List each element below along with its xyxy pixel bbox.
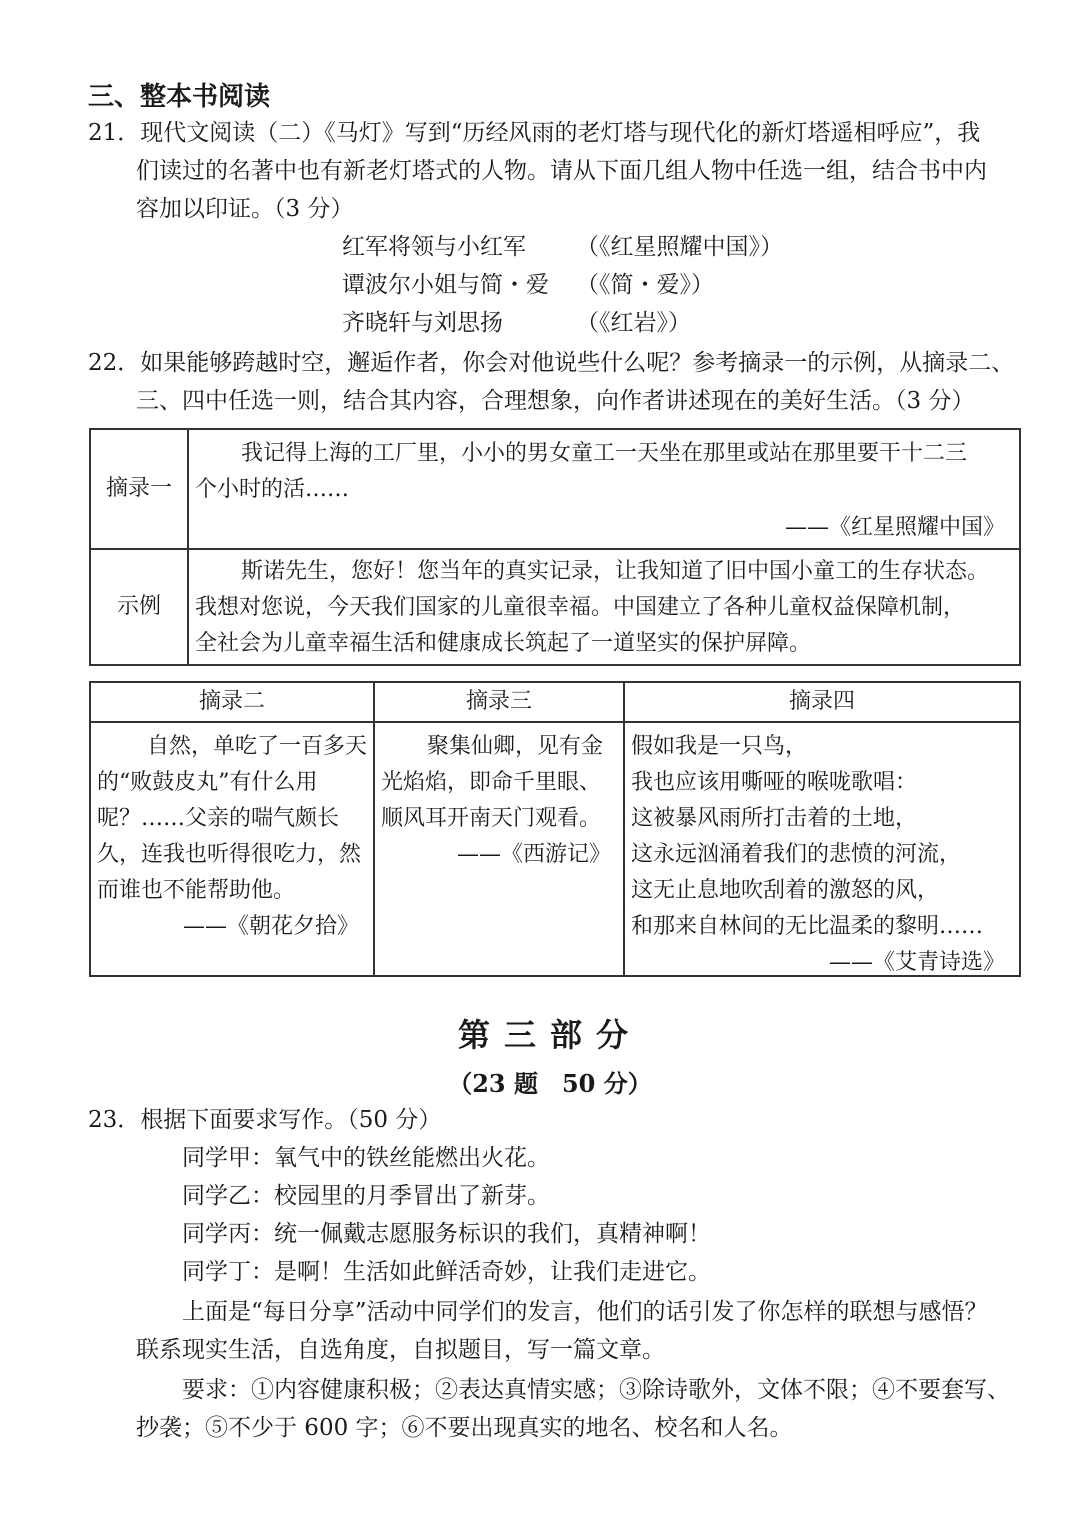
excerpt-4-line: 和那来自林间的无比温柔的黎明…… bbox=[631, 914, 984, 939]
q23-paragraph-2: 联系现实生活，自选角度，自拟题目，写一篇文章。 bbox=[136, 1337, 665, 1363]
excerpts-header-row bbox=[90, 682, 1020, 722]
q21-pair-book: （《简・爱》） bbox=[576, 272, 714, 298]
excerpt-4-line: 这无止息地吹刮着的激怒的风， bbox=[631, 878, 940, 903]
excerpt-3-line: 光焰焰，即命千里眼、 bbox=[381, 770, 602, 795]
excerpt-2-line: 而谁也不能帮助他。 bbox=[97, 878, 296, 903]
section-title: 三、整本书阅读 bbox=[88, 82, 271, 112]
q21-line-1: 21．现代文阅读（二）《马灯》写到“历经风雨的老灯塔与现代化的新灯塔遥相呼应”，我 bbox=[88, 120, 981, 146]
excerpt-4-line: 我也应该用嘶哑的喉咙歌唱： bbox=[631, 770, 918, 795]
q21-line-3: 容加以印证。（3 分） bbox=[136, 196, 354, 222]
example-label: 示例 bbox=[116, 594, 161, 619]
q22-line-1: 22．如果能够跨越时空，邂逅作者，你会对他说些什么呢？参考摘录一的示例，从摘录二、 bbox=[88, 350, 1015, 376]
excerpts-table bbox=[89, 681, 1021, 977]
excerpt-4-cell bbox=[624, 722, 1020, 976]
q23-dialogue-line: 同学甲：氧气中的铁丝能燃出火花。 bbox=[182, 1145, 550, 1171]
q23-line-1: 23．根据下面要求写作。（50 分） bbox=[88, 1107, 442, 1133]
q21-pair-people: 齐晓轩与刘思扬 bbox=[342, 310, 503, 336]
q21-pair-people: 红军将领与小红军 bbox=[342, 234, 526, 260]
example-content-cell bbox=[188, 549, 1020, 665]
part-3-title: 第三部分 bbox=[457, 1016, 642, 1054]
q23-dialogue-line: 同学丁：是啊！生活如此鲜活奇妙，让我们走进它。 bbox=[182, 1259, 711, 1285]
excerpt-example-table bbox=[89, 428, 1021, 666]
q21-pair-people: 谭波尔小姐与简・爱 bbox=[342, 272, 549, 298]
excerpt-3-line: 聚集仙卿，见有金 bbox=[427, 734, 604, 759]
q21-line-2: 们读过的名著中也有新老灯塔式的人物。请从下面几组人物中任选一组，结合书中内 bbox=[136, 158, 987, 184]
excerpt-2-line: 的“败鼓皮丸”有什么用 bbox=[97, 770, 318, 795]
q22-line-2: 三、四中任选一则，结合其内容，合理想象，向作者讲述现在的美好生活。（3 分） bbox=[136, 388, 975, 414]
excerpt-3-source: ——《西游记》 bbox=[456, 842, 611, 867]
excerpt-1-line-2: 个小时的活…… bbox=[195, 477, 350, 502]
excerpt-2-header: 摘录二 bbox=[198, 689, 265, 714]
q23-dialogue-line: 同学乙：校园里的月季冒出了新芽。 bbox=[182, 1183, 550, 1209]
excerpt-2-line: 呢？……父亲的喘气颇长 bbox=[97, 806, 340, 831]
q21-pair-book: （《红星照耀中国》） bbox=[576, 234, 783, 260]
excerpt-4-line: 这永远汹涌着我们的悲愤的河流， bbox=[631, 842, 962, 867]
excerpt-4-line: 这被暴风雨所打击着的土地， bbox=[631, 806, 918, 831]
excerpt-3-cell bbox=[374, 722, 624, 976]
excerpt-4-header: 摘录四 bbox=[788, 689, 855, 714]
excerpt-2-line: 久，连我也听得很吃力，然 bbox=[97, 842, 362, 867]
q21-pair-book: （《红岩》） bbox=[576, 310, 691, 336]
part-3-subtitle: （23 题 50 分） bbox=[448, 1069, 652, 1098]
excerpt-1-line-1: 我记得上海的工厂里，小小的男女童工一天坐在那里或站在那里要干十二三 bbox=[241, 441, 968, 466]
example-label-cell bbox=[90, 549, 188, 665]
excerpt-2-header-cell bbox=[90, 682, 374, 722]
excerpt-1-label-cell bbox=[90, 429, 188, 549]
excerpt-3-header-cell bbox=[374, 682, 624, 722]
excerpt-3-line: 顺风耳开南天门观看。 bbox=[381, 806, 602, 831]
q23-paragraph-1: 上面是“每日分享”活动中同学们的发言，他们的话引发了你怎样的联想与感悟？ bbox=[182, 1299, 988, 1325]
excerpt-2-source: ——《朝花夕拾》 bbox=[182, 914, 359, 939]
excerpt-2-cell bbox=[90, 722, 374, 976]
q23-requirements-2: 抄袭；⑤不少于 600 字；⑥不要出现真实的地名、校名和人名。 bbox=[136, 1415, 793, 1441]
excerpt-2-line: 自然，单吃了一百多天 bbox=[147, 734, 368, 759]
example-row bbox=[90, 549, 1020, 665]
excerpt-1-row bbox=[90, 429, 1020, 549]
excerpt-4-source: ——《艾青诗选》 bbox=[828, 950, 1005, 975]
example-line-1: 斯诺先生，您好！您当年的真实记录，让我知道了旧中国小童工的生存状态。 bbox=[241, 559, 990, 584]
excerpt-1-label: 摘录一 bbox=[105, 476, 172, 501]
excerpts-body-row bbox=[90, 722, 1020, 976]
excerpt-4-line: 假如我是一只鸟， bbox=[631, 734, 808, 759]
example-line-3: 全社会为儿童幸福生活和健康成长筑起了一道坚实的保护屏障。 bbox=[195, 631, 812, 656]
example-line-2: 我想对您说，今天我们国家的儿童很幸福。中国建立了各种儿童权益保障机制， bbox=[195, 595, 966, 620]
excerpt-1-content-cell bbox=[188, 429, 1020, 549]
excerpt-1-source: ——《红星照耀中国》 bbox=[784, 515, 1005, 540]
excerpt-3-header: 摘录三 bbox=[465, 689, 532, 714]
q23-requirements-1: 要求：①内容健康积极；②表达真情实感；③除诗歌外，文体不限；④不要套写、 bbox=[182, 1377, 1010, 1403]
excerpt-4-header-cell bbox=[624, 682, 1020, 722]
q23-dialogue-line: 同学丙：统一佩戴志愿服务标识的我们，真精神啊！ bbox=[182, 1221, 711, 1247]
